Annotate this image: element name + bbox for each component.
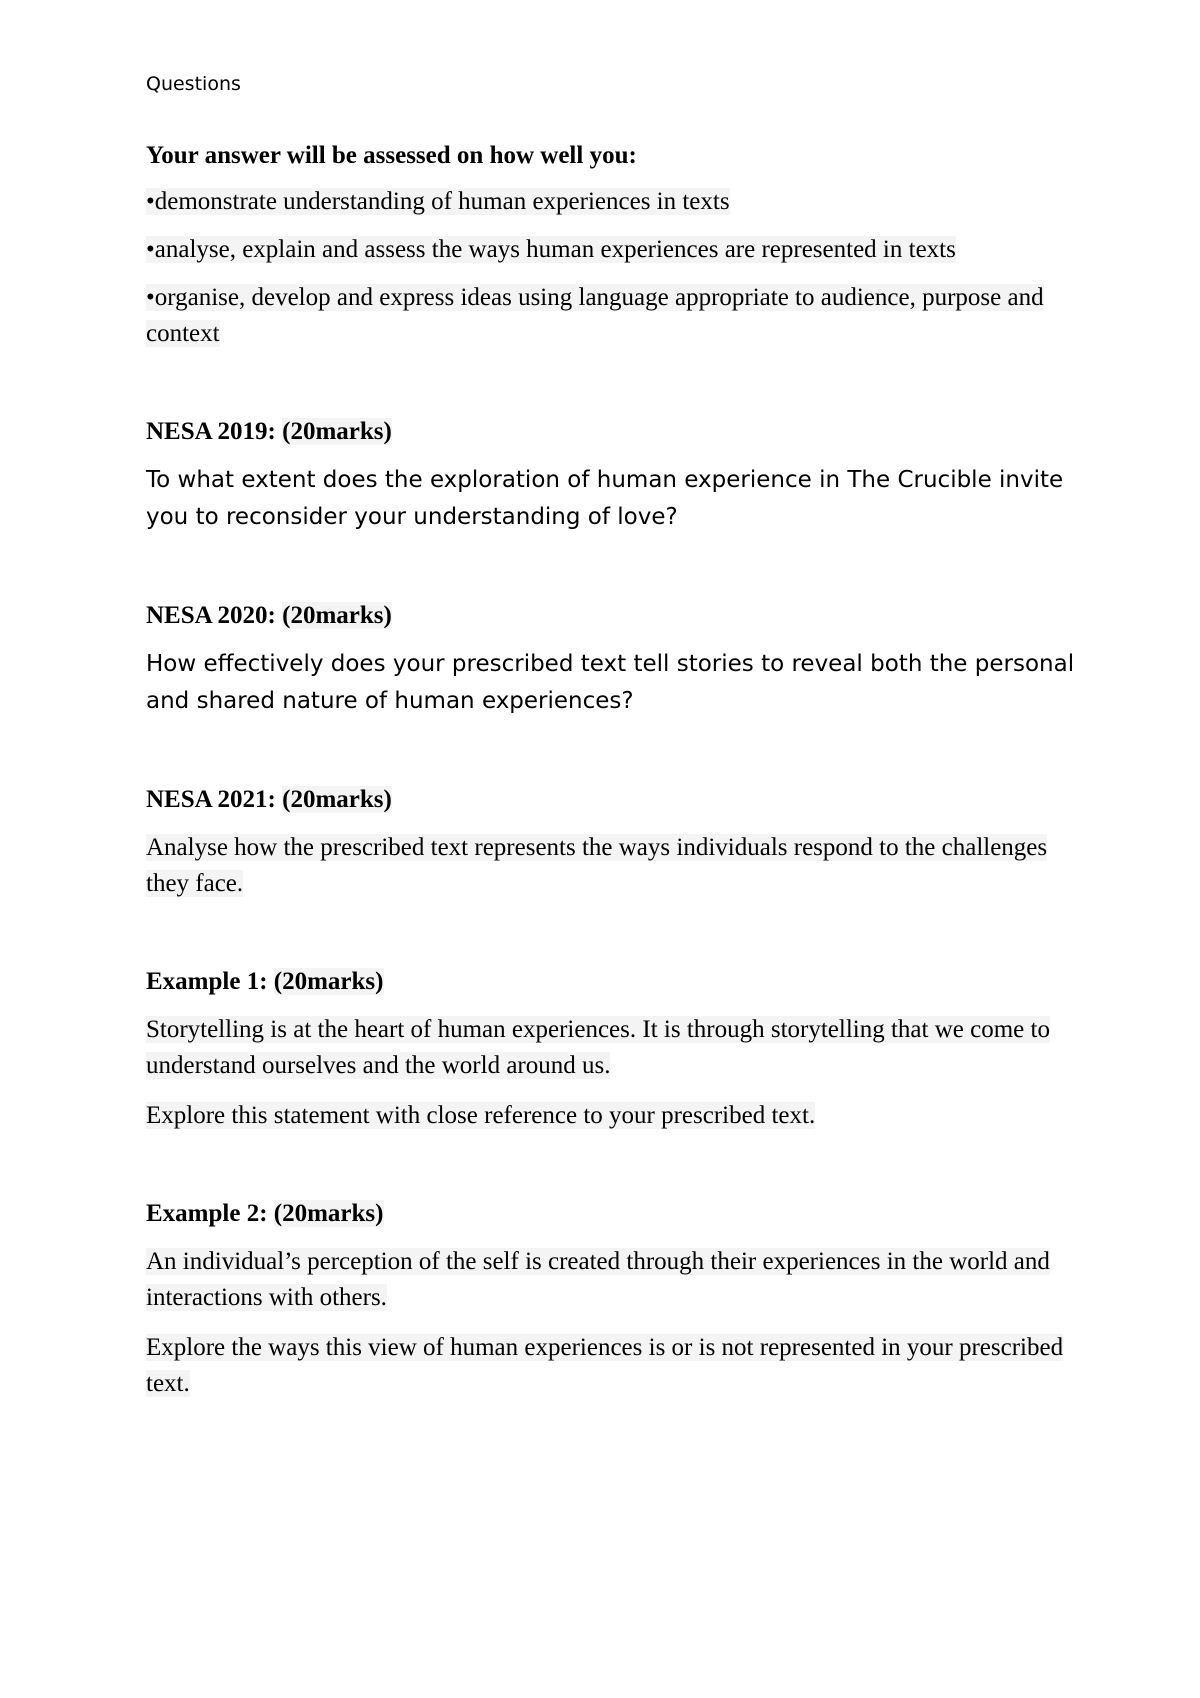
question-nesa-2020 (146, 598, 1076, 720)
question-marks: (20marks) (282, 602, 392, 629)
question-text: To what extent does the exploration of human experience in The Crucible invite you to reconsider your understanding of love? (146, 467, 1064, 530)
page-header (146, 70, 1076, 98)
question-instruction: Explore this statement with close reference to your prescribed text. (146, 1102, 816, 1129)
question-heading (146, 964, 1076, 1000)
question-label: Example 1: (146, 968, 268, 995)
question-text: Storytelling is at the heart of human experiences. It is through storytelling that we come to understand ourselves and the world around us. (146, 1016, 1050, 1079)
criteria-item: •demonstrate understanding of human experiences in texts (146, 188, 730, 215)
question-example-1 (146, 964, 1076, 1134)
assessment-criteria (146, 138, 1076, 352)
question-label: NESA 2020: (146, 602, 276, 629)
question-example-2 (146, 1196, 1076, 1402)
criteria-item: •organise, develop and express ideas using language appropriate to audience, purpose and context (146, 284, 1044, 347)
question-text: Analyse how the prescribed text represents the ways individuals respond to the challenges they face. (146, 834, 1048, 897)
question-nesa-2021 (146, 782, 1076, 902)
question-marks: (20marks) (282, 418, 392, 445)
question-heading (146, 598, 1076, 634)
question-marks: (20marks) (282, 786, 392, 813)
question-marks: (20marks) (273, 968, 384, 995)
header-title: Questions (146, 73, 241, 95)
question-nesa-2019 (146, 414, 1076, 536)
question-heading (146, 414, 1076, 450)
question-heading (146, 782, 1076, 818)
question-label: Example 2: (146, 1200, 268, 1227)
question-text: An individual’s perception of the self is created through their experiences in the world and interactions with others. (146, 1248, 1050, 1311)
question-heading (146, 1196, 1076, 1232)
criteria-item: •analyse, explain and assess the ways human experiences are represented in texts (146, 236, 956, 263)
question-label: NESA 2021: (146, 786, 276, 813)
question-marks: (20marks) (273, 1200, 384, 1227)
document-content (146, 70, 1076, 1416)
question-instruction: Explore the ways this view of human experiences is or is not represented in your prescribed text. (146, 1334, 1064, 1397)
question-label: NESA 2019: (146, 418, 276, 445)
criteria-intro: Your answer will be assessed on how well you: (146, 142, 637, 169)
question-text: How effectively does your prescribed text tell stories to reveal both the personal and shared nature of human experiences? (146, 651, 1075, 714)
